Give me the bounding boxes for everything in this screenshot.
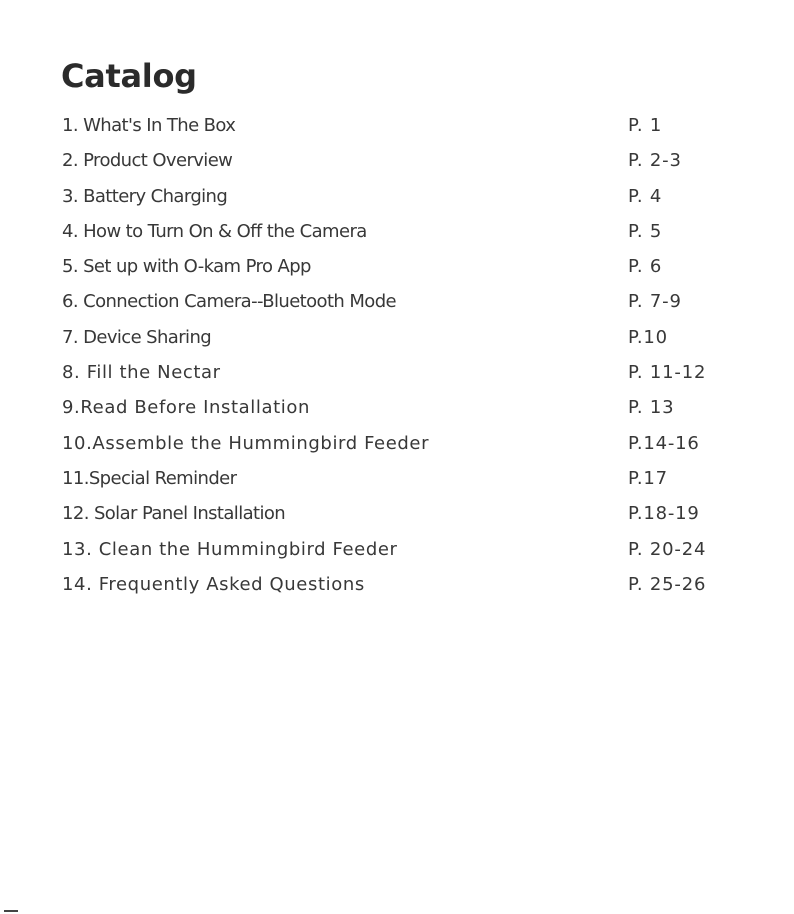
toc-item-title: 14. Frequently Asked Questions xyxy=(62,573,365,595)
toc-item-title: 2. Product Overview xyxy=(62,150,233,172)
toc-item-page: P. 4 xyxy=(628,185,663,207)
toc-item-title: 1. What's In The Box xyxy=(62,115,236,136)
toc-item[interactable] xyxy=(62,179,742,214)
table-of-contents xyxy=(62,108,742,602)
toc-item-page: P.14-16 xyxy=(628,432,700,454)
toc-item-page: P. 7-9 xyxy=(628,291,682,313)
toc-item-title: 7. Device Sharing xyxy=(62,326,212,348)
toc-item-title: 5. Set up with O-kam Pro App xyxy=(62,256,311,278)
toc-item-page: P. 5 xyxy=(628,220,663,242)
corner-mark xyxy=(4,910,18,912)
toc-item-title: 6. Connection Camera--Bluetooth Mode xyxy=(62,291,396,313)
toc-item-title: 12. Solar Panel Installation xyxy=(62,503,286,525)
toc-item[interactable] xyxy=(62,567,742,602)
toc-item-title: 9.Read Before Installation xyxy=(62,397,310,419)
toc-item[interactable] xyxy=(62,249,742,284)
toc-item-page: P. 25-26 xyxy=(628,573,707,595)
toc-item-title: 3. Battery Charging xyxy=(62,185,228,207)
toc-item[interactable] xyxy=(62,284,742,319)
toc-item-page: P.17 xyxy=(628,467,668,489)
toc-item-page: P. 2-3 xyxy=(628,150,682,172)
toc-item[interactable] xyxy=(62,214,742,249)
toc-item-page: P. 13 xyxy=(628,397,675,419)
toc-item[interactable] xyxy=(62,461,742,496)
toc-item-title: 10.Assemble the Hummingbird Feeder xyxy=(62,432,430,454)
toc-item-page: P.10 xyxy=(628,326,668,348)
toc-item[interactable] xyxy=(62,496,742,531)
toc-item-page: P.18-19 xyxy=(628,503,700,525)
toc-item[interactable] xyxy=(62,355,742,390)
toc-item-title: 13. Clean the Hummingbird Feeder xyxy=(62,538,398,560)
toc-item[interactable] xyxy=(62,320,742,355)
toc-item-page: P. 20-24 xyxy=(628,538,707,560)
toc-item[interactable] xyxy=(62,108,742,143)
toc-item[interactable] xyxy=(62,532,742,567)
toc-item-page: P. 11-12 xyxy=(628,362,707,384)
toc-item[interactable] xyxy=(62,426,742,461)
toc-item[interactable] xyxy=(62,143,742,178)
page-title: Catalog xyxy=(61,57,197,95)
toc-item-title: 8. Fill the Nectar xyxy=(62,362,221,384)
toc-item[interactable] xyxy=(62,390,742,425)
toc-item-title: 11.Special Reminder xyxy=(62,467,237,489)
toc-item-page: P. 6 xyxy=(628,256,663,278)
toc-item-title: 4. How to Turn On & Off the Camera xyxy=(62,220,367,242)
toc-item-page: P. 1 xyxy=(628,115,663,136)
